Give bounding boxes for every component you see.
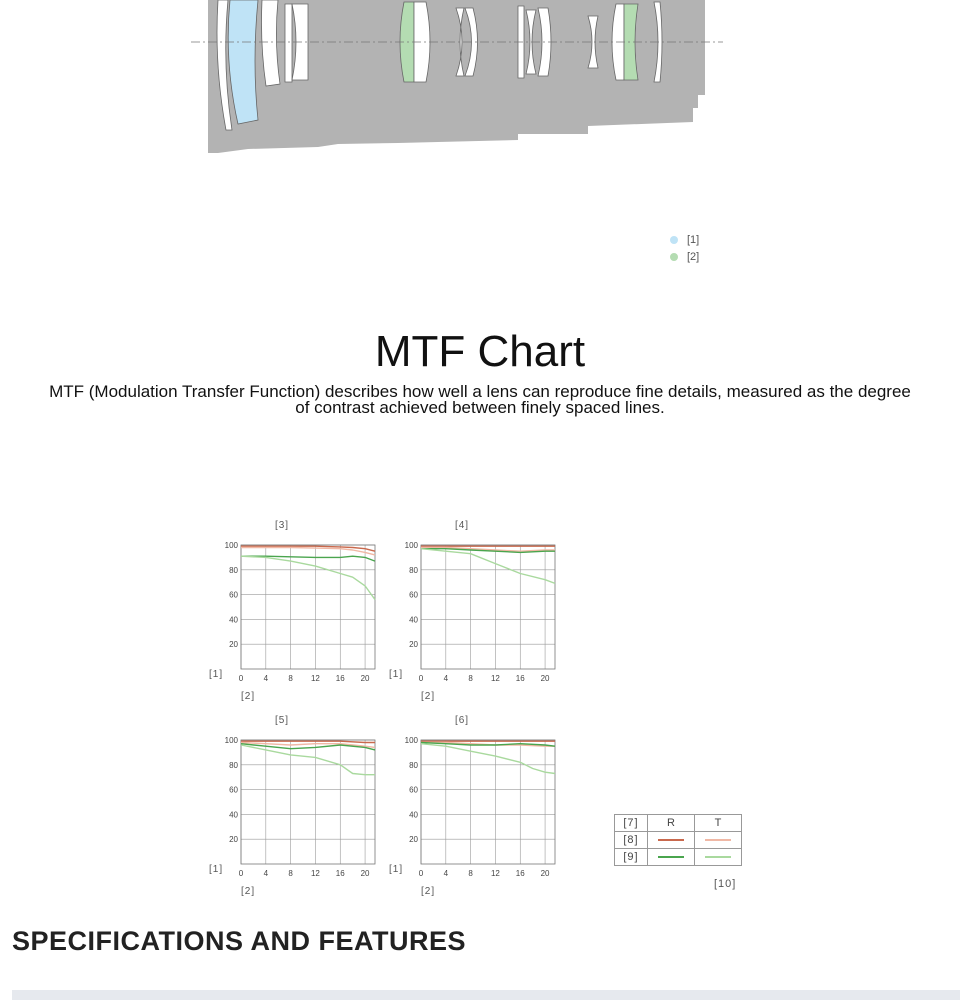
chart-title: [4] (454, 520, 470, 531)
x-tick-label: 12 (490, 869, 500, 878)
x-tick-label: 12 (310, 674, 320, 683)
x-tick-label: 0 (418, 869, 424, 878)
specs-heading: SPECIFICATIONS AND FEATURES (12, 926, 467, 956)
mtf-curve (241, 548, 375, 555)
x-tick-label: 20 (360, 674, 370, 683)
mtf-curve (421, 549, 555, 584)
x-tick-label: 4 (263, 674, 269, 683)
mtf-chart-panel (200, 512, 380, 702)
x-tick-label: 4 (443, 674, 449, 683)
legend-label: [2] (687, 250, 700, 263)
x-axis-tag: [2] (241, 691, 256, 702)
x-tick-label: 0 (238, 869, 244, 878)
x-tick-label: 20 (360, 869, 370, 878)
chart-title: [3] (274, 520, 290, 531)
x-tick-label: 8 (288, 674, 293, 683)
x-tick-label: 12 (310, 869, 320, 878)
specs-divider (12, 990, 960, 1000)
mtf-curve (241, 741, 375, 742)
mtf-chart-panel (380, 707, 560, 897)
x-tick-label: 16 (335, 674, 345, 683)
y-tick-label: 100 (224, 736, 238, 745)
plot-frame (421, 740, 555, 864)
plot-frame (241, 545, 375, 669)
rt-legend-header (615, 815, 742, 832)
y-tick-label: 80 (229, 565, 238, 575)
chart-title: [6] (454, 715, 470, 726)
rt-legend-table (614, 814, 742, 866)
legend-item (670, 248, 699, 265)
legend-item (670, 231, 699, 248)
y-tick-label: 20 (409, 835, 418, 845)
y-axis-tag: [1] (209, 669, 224, 680)
x-tick-label: 0 (418, 674, 424, 683)
swatch-green-solid (658, 856, 684, 858)
legend-dot-blue (670, 236, 678, 244)
rt-legend-row (615, 832, 742, 849)
element-legend (670, 231, 699, 265)
swatch-red-solid (658, 839, 684, 841)
mtf-chart-svg (200, 512, 380, 702)
rt-legend-row (615, 849, 742, 866)
mtf-chart-panel (200, 707, 380, 897)
y-tick-label: 100 (224, 541, 238, 550)
y-tick-label: 40 (229, 810, 238, 820)
x-axis-tag: [2] (421, 886, 436, 897)
legend-dot-green (670, 253, 678, 261)
mtf-curve (421, 744, 555, 774)
x-tick-label: 8 (288, 869, 293, 878)
x-tick-label: 8 (468, 674, 473, 683)
y-tick-label: 60 (409, 785, 418, 795)
y-axis-tag: [1] (209, 864, 224, 875)
chart-title: [5] (274, 715, 290, 726)
y-tick-label: 20 (229, 835, 238, 845)
x-axis-tag: [2] (241, 886, 256, 897)
x-tick-label: 8 (468, 869, 473, 878)
rt-legend-head-label: [7] (615, 815, 648, 832)
legend-label: [1] (687, 233, 700, 246)
y-tick-label: 80 (409, 565, 418, 575)
y-axis-tag: [1] (389, 669, 404, 680)
mtf-chart-svg (380, 512, 560, 702)
y-tick-label: 60 (229, 590, 238, 600)
swatch-red-light (705, 839, 731, 841)
y-tick-label: 100 (404, 541, 418, 550)
rt-legend-row-label: [8] (615, 832, 648, 849)
y-tick-label: 20 (409, 640, 418, 650)
x-tick-label: 12 (490, 674, 500, 683)
x-tick-label: 16 (335, 869, 345, 878)
x-tick-label: 16 (515, 869, 525, 878)
x-axis-tag: [2] (421, 691, 436, 702)
y-tick-label: 100 (404, 736, 418, 745)
plot-frame (421, 545, 555, 669)
y-tick-label: 40 (409, 810, 418, 820)
y-tick-label: 40 (409, 615, 418, 625)
swatch-green-light (705, 856, 731, 858)
mtf-chart-svg (380, 707, 560, 897)
x-tick-label: 16 (515, 674, 525, 683)
x-tick-label: 4 (263, 869, 269, 878)
x-tick-label: 0 (238, 674, 244, 683)
y-tick-label: 60 (229, 785, 238, 795)
rt-legend-head-r: R (648, 815, 695, 832)
mtf-description: MTF (Modulation Transfer Function) describes how well a lens can reproduce fine details, measured as the degree of contrast achieved between finely spaced lines. (49, 382, 911, 417)
rt-legend-note: [10] (714, 878, 737, 890)
rt-legend-row-label: [9] (615, 849, 648, 866)
x-tick-label: 20 (540, 674, 550, 683)
y-tick-label: 40 (229, 615, 238, 625)
x-tick-label: 4 (443, 869, 449, 878)
y-axis-tag: [1] (389, 864, 404, 875)
y-tick-label: 60 (409, 590, 418, 600)
mtf-title: MTF Chart (374, 327, 586, 376)
lens-element (285, 4, 292, 82)
y-tick-label: 20 (229, 640, 238, 650)
mtf-chart-svg (200, 707, 380, 897)
lens-construction-diagram (188, 0, 728, 160)
mtf-chart-panel (380, 512, 560, 702)
mtf-curve (241, 556, 375, 599)
rt-legend-head-t: T (695, 815, 742, 832)
x-tick-label: 20 (540, 869, 550, 878)
plot-frame (241, 740, 375, 864)
mtf-curve (241, 745, 375, 775)
y-tick-label: 80 (229, 760, 238, 770)
y-tick-label: 80 (409, 760, 418, 770)
